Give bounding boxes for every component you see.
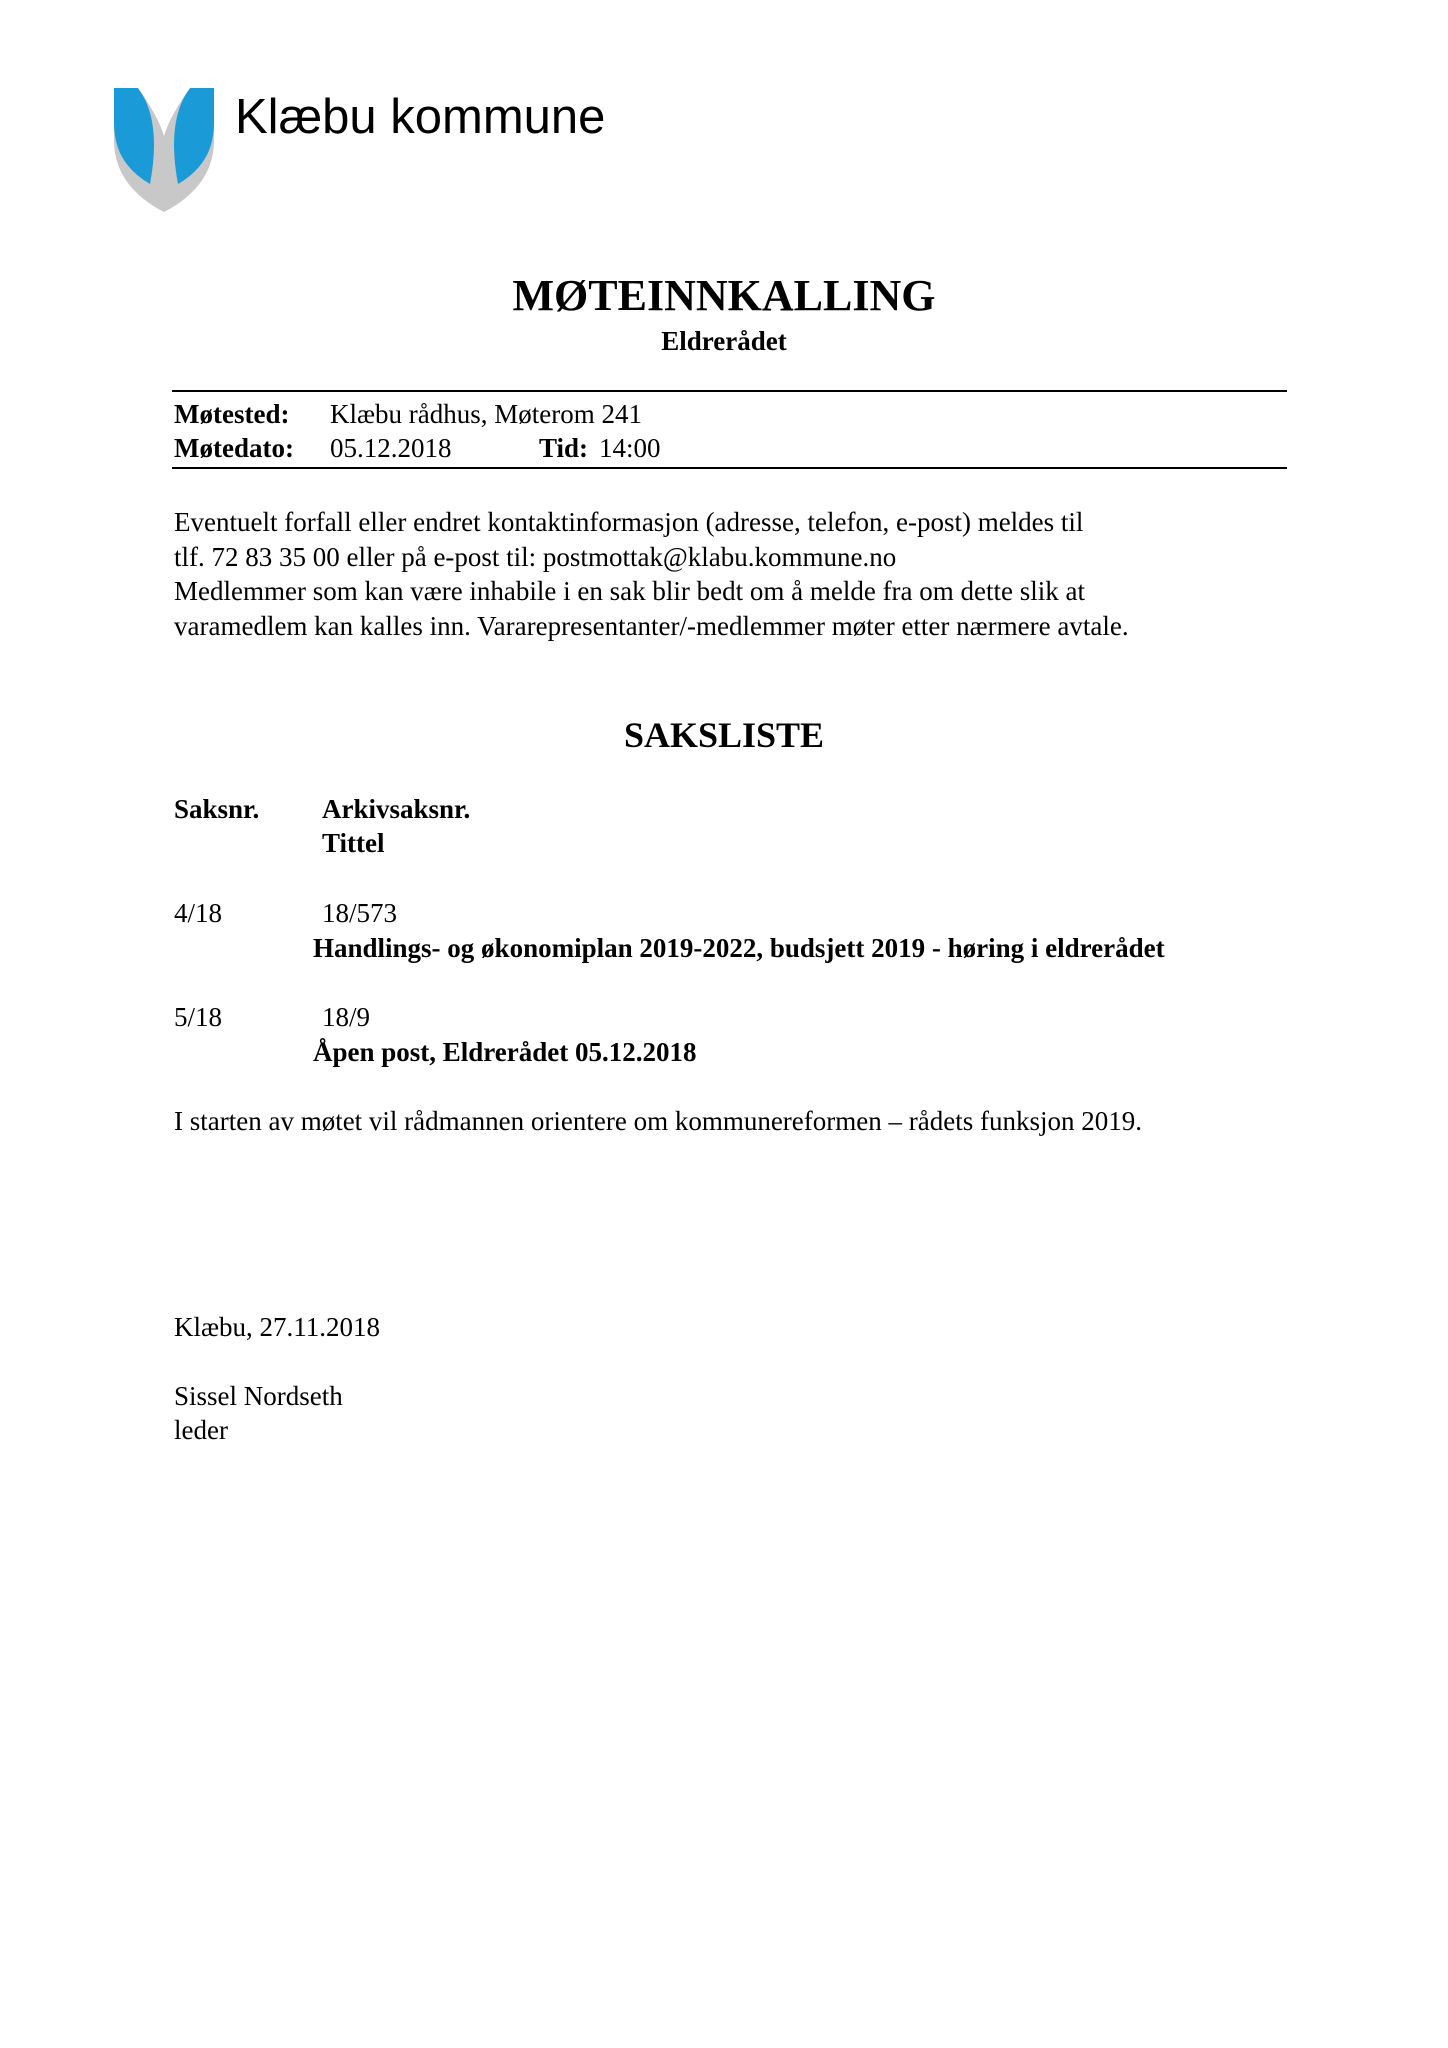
intro-line: tlf. 72 83 35 00 eller på e-post til: postmottak@klabu.kommune.no — [174, 541, 897, 572]
case-number: 4/18 — [174, 898, 223, 928]
intro-line: varamedlem kan kalles inn. Vararepresentanter/-medlemmer møter etter nærmere avtale. — [174, 610, 1129, 641]
divider-bottom — [172, 467, 1287, 469]
intro-line: Eventuelt forfall eller endret kontaktinformasjon (adresse, telefon, e-post) meldes til — [174, 507, 1084, 537]
divider-top — [172, 390, 1287, 392]
meeting-place-label: Møtested: — [174, 399, 290, 429]
header-tittel: Tittel — [322, 828, 385, 858]
meeting-place-value: Klæbu rådhus, Møterom 241 — [330, 399, 642, 429]
meeting-time-value: 14:00 — [599, 433, 661, 463]
meeting-date-label: Møtedato: — [174, 433, 294, 463]
intro-line: Medlemmer som kan være inhabile i en sak blir bedt om å melde fra om dette slik at — [174, 576, 1085, 606]
case-number: 5/18 — [174, 1002, 223, 1032]
header-arkivsaksnr: Arkivsaksnr. — [322, 794, 471, 824]
header-saksnr: Saksnr. — [174, 794, 260, 824]
signatory-role: leder — [174, 1415, 228, 1445]
signatory-name: Sissel Nordseth — [174, 1381, 343, 1411]
coat-of-arms-icon — [112, 86, 216, 214]
case-title: Handlings- og økonomiplan 2019-2022, budsjett 2019 - høring i eldrerådet — [313, 933, 1165, 963]
agenda-note: I starten av møtet vil rådmannen orientere om kommunereformen – rådets funksjon 2019. — [174, 1106, 1142, 1136]
archive-case-number: 18/9 — [322, 1002, 371, 1032]
meeting-time-label: Tid: — [539, 433, 589, 463]
archive-case-number: 18/573 — [322, 898, 398, 928]
committee-name: Eldrerådet — [661, 326, 787, 356]
place-date: Klæbu, 27.11.2018 — [174, 1312, 381, 1342]
saksliste-title: SAKSLISTE — [623, 715, 825, 755]
intro-paragraph — [174, 505, 1294, 643]
case-title: Åpen post, Eldrerådet 05.12.2018 — [313, 1037, 697, 1067]
document-title: MØTEINNKALLING — [512, 271, 936, 320]
meeting-date-value: 05.12.2018 — [330, 433, 452, 463]
organization-name: Klæbu kommune — [235, 90, 606, 144]
